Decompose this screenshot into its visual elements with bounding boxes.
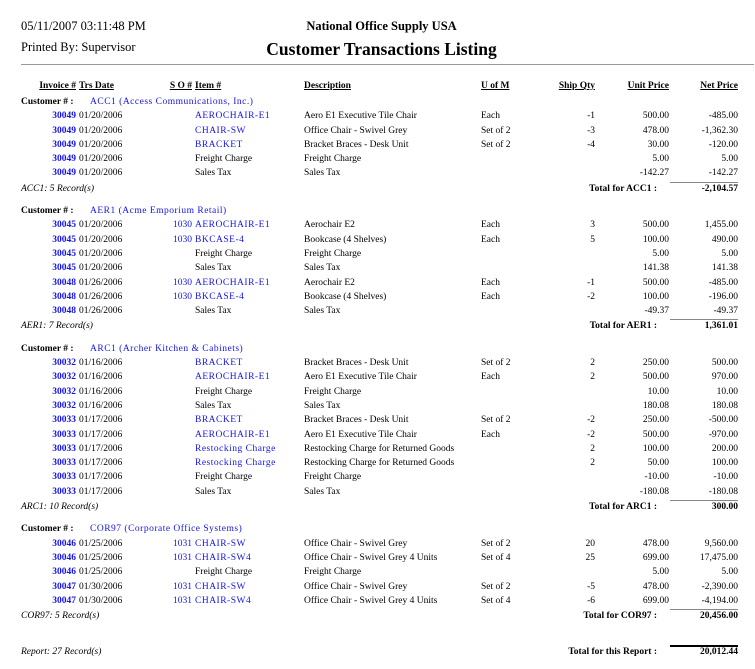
so-link[interactable]: 1031 bbox=[173, 552, 192, 563]
trs-date: 01/17/2006 bbox=[79, 472, 123, 483]
ship-qty: 2 bbox=[590, 458, 595, 469]
invoice-link[interactable]: 30048 bbox=[52, 291, 76, 302]
uom: Set of 2 bbox=[481, 139, 511, 150]
description: Restocking Charge for Returned Goods bbox=[304, 443, 455, 454]
table-row bbox=[0, 276, 755, 290]
ship-qty: 2 bbox=[590, 358, 595, 369]
trs-date: 01/25/2006 bbox=[79, 552, 123, 563]
unit-price: -180.08 bbox=[639, 486, 669, 497]
report-total-value: 20,012.44 bbox=[700, 647, 738, 658]
report-record-count: Report: 27 Record(s) bbox=[21, 647, 102, 658]
description: Sales Tax bbox=[304, 168, 341, 179]
description: Freight Charge bbox=[304, 386, 362, 397]
unit-price: 10.00 bbox=[647, 386, 669, 397]
table-row bbox=[0, 551, 755, 565]
table-row bbox=[0, 124, 755, 138]
uom: Set of 2 bbox=[481, 538, 511, 549]
table-row bbox=[0, 247, 755, 261]
record-count: COR97: 5 Record(s) bbox=[21, 611, 100, 622]
ship-qty: -3 bbox=[587, 125, 595, 136]
unit-price: 141.38 bbox=[642, 263, 669, 274]
invoice-link[interactable]: 30033 bbox=[52, 429, 76, 440]
description: Office Chair - Swivel Grey bbox=[304, 538, 408, 549]
invoice-link[interactable]: 30033 bbox=[52, 472, 76, 483]
table-row bbox=[0, 356, 755, 370]
invoice-link[interactable]: 30048 bbox=[52, 277, 76, 288]
invoice-link[interactable]: 30033 bbox=[52, 443, 76, 454]
trs-date: 01/17/2006 bbox=[79, 458, 123, 469]
item-link[interactable]: AEROCHAIR-E1 bbox=[195, 372, 271, 383]
unit-price: 500.00 bbox=[642, 429, 669, 440]
item-link[interactable]: BKCASE-4 bbox=[195, 291, 245, 302]
total-value: 20,456.00 bbox=[700, 611, 738, 622]
col-header-invoice: Invoice # bbox=[39, 81, 76, 91]
trs-date: 01/16/2006 bbox=[79, 400, 123, 411]
net-price: -2,390.00 bbox=[701, 581, 738, 592]
item-text: Freight Charge bbox=[195, 472, 253, 483]
net-price: 5.00 bbox=[721, 567, 738, 578]
company-name: National Office Supply USA bbox=[306, 19, 457, 33]
report-title: Customer Transactions Listing bbox=[266, 39, 497, 59]
unit-price: 478.00 bbox=[642, 581, 669, 592]
unit-price: 100.00 bbox=[642, 234, 669, 245]
record-count: ARC1: 10 Record(s) bbox=[21, 502, 99, 513]
unit-price: -49.37 bbox=[644, 306, 669, 317]
item-link[interactable]: AEROCHAIR-E1 bbox=[195, 277, 271, 288]
description: Bookcase (4 Shelves) bbox=[304, 291, 387, 302]
col-header-net-price: Net Price bbox=[700, 81, 738, 91]
trs-date: 01/20/2006 bbox=[79, 139, 123, 150]
table-row bbox=[0, 109, 755, 123]
ship-qty: -5 bbox=[587, 581, 595, 592]
total-label: Total for ACC1 : bbox=[589, 183, 657, 194]
trs-date: 01/25/2006 bbox=[79, 567, 123, 578]
trs-date: 01/26/2006 bbox=[79, 306, 123, 317]
col-header-ship-qty: Ship Qty bbox=[558, 81, 595, 91]
ship-qty: -1 bbox=[587, 111, 595, 122]
item-text: Freight Charge bbox=[195, 154, 253, 165]
printed-by: Printed By: Supervisor bbox=[21, 40, 136, 54]
ship-qty: 5 bbox=[590, 234, 595, 245]
net-price: -10.00 bbox=[713, 472, 738, 483]
uom: Each bbox=[481, 234, 500, 245]
description: Freight Charge bbox=[304, 567, 362, 578]
col-header-so: S O # bbox=[169, 81, 192, 91]
col-header-uom: U of M bbox=[481, 81, 510, 91]
unit-price: 5.00 bbox=[652, 567, 669, 578]
uom: Set of 2 bbox=[481, 358, 511, 369]
unit-price: 180.08 bbox=[642, 400, 669, 411]
ship-qty: -1 bbox=[587, 277, 595, 288]
unit-price: 100.00 bbox=[642, 443, 669, 454]
trs-date: 01/25/2006 bbox=[79, 538, 123, 549]
table-row bbox=[0, 218, 755, 232]
trs-date: 01/20/2006 bbox=[79, 168, 123, 179]
col-header-unit-price: Unit Price bbox=[627, 81, 669, 91]
description: Aerochair E2 bbox=[304, 220, 355, 231]
item-text: Freight Charge bbox=[195, 567, 253, 578]
item-text: Sales Tax bbox=[195, 486, 232, 497]
record-count: ACC1: 5 Record(s) bbox=[21, 183, 94, 194]
trs-date: 01/17/2006 bbox=[79, 415, 123, 426]
unit-price: 478.00 bbox=[642, 538, 669, 549]
item-link[interactable]: AEROCHAIR-E1 bbox=[195, 429, 271, 440]
description: Office Chair - Swivel Grey 4 Units bbox=[304, 552, 438, 563]
unit-price: 250.00 bbox=[642, 415, 669, 426]
description: Aero E1 Executive Tile Chair bbox=[304, 429, 417, 440]
table-row bbox=[0, 442, 755, 456]
net-price: 141.38 bbox=[711, 263, 738, 274]
invoice-link[interactable]: 30046 bbox=[52, 567, 76, 578]
net-price: -4,194.00 bbox=[701, 595, 738, 606]
customer-summary bbox=[0, 182, 755, 196]
uom: Set of 4 bbox=[481, 552, 511, 563]
trs-date: 01/16/2006 bbox=[79, 358, 123, 369]
description: Sales Tax bbox=[304, 486, 341, 497]
customer-summary bbox=[0, 500, 755, 514]
trs-date: 01/30/2006 bbox=[79, 581, 123, 592]
customer-label: Customer # : bbox=[21, 97, 74, 107]
description: Freight Charge bbox=[304, 154, 362, 165]
col-header-item: Item # bbox=[195, 81, 222, 91]
total-label: Total for ARC1 : bbox=[589, 502, 657, 513]
ship-qty: -2 bbox=[587, 291, 595, 302]
print-datetime: 05/11/2007 03:11:48 PM bbox=[21, 19, 146, 33]
net-price: 5.00 bbox=[721, 154, 738, 165]
description: Bracket Braces - Desk Unit bbox=[304, 139, 409, 150]
item-text: Sales Tax bbox=[195, 306, 232, 317]
trs-date: 01/20/2006 bbox=[79, 234, 123, 245]
so-link[interactable]: 1031 bbox=[173, 581, 192, 592]
description: Freight Charge bbox=[304, 472, 362, 483]
customer-label: Customer # : bbox=[21, 524, 74, 535]
table-row bbox=[0, 594, 755, 608]
invoice-link[interactable]: 30049 bbox=[52, 168, 76, 179]
item-link[interactable]: CHAIR-SW bbox=[195, 125, 246, 136]
unit-price: 478.00 bbox=[642, 125, 669, 136]
item-link[interactable]: CHAIR-SW bbox=[195, 538, 246, 549]
net-price: 490.00 bbox=[711, 234, 738, 245]
trs-date: 01/16/2006 bbox=[79, 372, 123, 383]
table-row bbox=[0, 399, 755, 413]
item-text: Sales Tax bbox=[195, 400, 232, 411]
unit-price: 500.00 bbox=[642, 111, 669, 122]
customer-header bbox=[0, 204, 755, 218]
table-row bbox=[0, 370, 755, 384]
item-link[interactable]: AEROCHAIR-E1 bbox=[195, 111, 271, 122]
table-row bbox=[0, 485, 755, 499]
uom: Each bbox=[481, 291, 500, 302]
unit-price: 500.00 bbox=[642, 277, 669, 288]
net-price: -120.00 bbox=[708, 139, 738, 150]
net-price: -196.00 bbox=[708, 291, 738, 302]
so-link[interactable]: 1030 bbox=[173, 220, 192, 231]
total-label: Total for AER1 : bbox=[589, 321, 657, 332]
item-link[interactable]: Restocking Charge bbox=[195, 443, 276, 454]
table-row bbox=[0, 565, 755, 579]
table-row bbox=[0, 413, 755, 427]
invoice-link[interactable]: 30049 bbox=[52, 125, 76, 136]
ship-qty: -2 bbox=[587, 429, 595, 440]
customer-link[interactable]: ARC1 (Archer Kitchen & Cabinets) bbox=[90, 343, 244, 354]
invoice-link[interactable]: 30033 bbox=[52, 486, 76, 497]
customer-link[interactable]: COR97 (Corporate Office Systems) bbox=[90, 524, 243, 535]
description: Aerochair E2 bbox=[304, 277, 355, 288]
item-link[interactable]: BRACKET bbox=[195, 139, 243, 150]
table-row bbox=[0, 152, 755, 166]
unit-price: 250.00 bbox=[642, 358, 669, 369]
description: Office Chair - Swivel Grey 4 Units bbox=[304, 595, 438, 606]
table-row bbox=[0, 385, 755, 399]
net-price: 180.08 bbox=[711, 400, 738, 411]
invoice-link[interactable]: 30046 bbox=[52, 552, 76, 563]
trs-date: 01/20/2006 bbox=[79, 125, 123, 136]
trs-date: 01/17/2006 bbox=[79, 429, 123, 440]
total-value: -2,104.57 bbox=[701, 183, 738, 194]
trs-date: 01/26/2006 bbox=[79, 277, 123, 288]
report-summary bbox=[0, 645, 755, 659]
trs-date: 01/30/2006 bbox=[79, 595, 123, 606]
trs-date: 01/20/2006 bbox=[79, 111, 123, 122]
invoice-link[interactable]: 30033 bbox=[52, 415, 76, 426]
description: Sales Tax bbox=[304, 306, 341, 317]
net-price: -970.00 bbox=[708, 429, 738, 440]
ship-qty: 3 bbox=[590, 220, 595, 231]
invoice-link[interactable]: 30032 bbox=[52, 358, 76, 369]
net-price: 200.00 bbox=[711, 443, 738, 454]
customer-link[interactable]: AER1 (Acme Emporium Retail) bbox=[90, 206, 227, 217]
description: Bracket Braces - Desk Unit bbox=[304, 358, 409, 369]
trs-date: 01/20/2006 bbox=[79, 263, 123, 274]
item-text: Sales Tax bbox=[195, 263, 232, 274]
item-link[interactable]: Restocking Charge bbox=[195, 458, 276, 469]
table-row bbox=[0, 456, 755, 470]
item-text: Freight Charge bbox=[195, 248, 253, 259]
invoice-link[interactable]: 30032 bbox=[52, 386, 76, 397]
trs-date: 01/20/2006 bbox=[79, 154, 123, 165]
header-divider bbox=[21, 64, 754, 65]
uom: Each bbox=[481, 220, 500, 231]
unit-price: 699.00 bbox=[642, 552, 669, 563]
customer-header bbox=[0, 342, 755, 356]
uom: Set of 2 bbox=[481, 415, 511, 426]
invoice-link[interactable]: 30049 bbox=[52, 111, 76, 122]
net-price: 17,475.00 bbox=[700, 552, 738, 563]
description: Restocking Charge for Returned Goods bbox=[304, 458, 455, 469]
ship-qty: 20 bbox=[585, 538, 595, 549]
so-link[interactable]: 1030 bbox=[173, 234, 192, 245]
item-link[interactable]: CHAIR-SW bbox=[195, 581, 246, 592]
record-count: AER1: 7 Record(s) bbox=[21, 321, 93, 332]
unit-price: -142.27 bbox=[639, 168, 669, 179]
net-price: -180.08 bbox=[708, 486, 738, 497]
trs-date: 01/20/2006 bbox=[79, 248, 123, 259]
invoice-link[interactable]: 30049 bbox=[52, 154, 76, 165]
net-price: -49.37 bbox=[713, 306, 738, 317]
net-price: 1,455.00 bbox=[704, 220, 738, 231]
table-row bbox=[0, 166, 755, 180]
col-header-description: Description bbox=[304, 81, 351, 91]
item-link[interactable]: BRACKET bbox=[195, 415, 243, 426]
customer-label: Customer # : bbox=[21, 343, 74, 354]
customer-summary bbox=[0, 609, 755, 623]
unit-price: 500.00 bbox=[642, 220, 669, 231]
customer-header bbox=[0, 95, 755, 109]
invoice-link[interactable]: 30045 bbox=[52, 220, 76, 231]
net-price: 9,560.00 bbox=[704, 538, 738, 549]
description: Sales Tax bbox=[304, 263, 341, 274]
unit-price: -10.00 bbox=[644, 472, 669, 483]
table-row bbox=[0, 580, 755, 594]
description: Office Chair - Swivel Grey bbox=[304, 125, 408, 136]
uom: Set of 2 bbox=[481, 125, 511, 136]
table-row bbox=[0, 537, 755, 551]
uom: Set of 4 bbox=[481, 595, 511, 606]
invoice-link[interactable]: 30046 bbox=[52, 538, 76, 549]
net-price: -485.00 bbox=[708, 277, 738, 288]
table-row bbox=[0, 233, 755, 247]
so-link[interactable]: 1031 bbox=[173, 595, 192, 606]
net-price: -485.00 bbox=[708, 111, 738, 122]
invoice-link[interactable]: 30045 bbox=[52, 234, 76, 245]
table-row bbox=[0, 261, 755, 275]
description: Sales Tax bbox=[304, 400, 341, 411]
invoice-link[interactable]: 30048 bbox=[52, 306, 76, 317]
net-price: 500.00 bbox=[711, 358, 738, 369]
description: Bookcase (4 Shelves) bbox=[304, 234, 387, 245]
customer-summary bbox=[0, 319, 755, 333]
so-link[interactable]: 1031 bbox=[173, 538, 192, 549]
total-value: 300.00 bbox=[711, 502, 738, 513]
unit-price: 5.00 bbox=[652, 154, 669, 165]
item-text: Freight Charge bbox=[195, 386, 253, 397]
uom: Each bbox=[481, 111, 500, 122]
description: Aero E1 Executive Tile Chair bbox=[304, 372, 417, 383]
uom: Set of 2 bbox=[481, 581, 511, 592]
net-price: 5.00 bbox=[721, 248, 738, 259]
trs-date: 01/26/2006 bbox=[79, 291, 123, 302]
so-link[interactable]: 1030 bbox=[173, 291, 192, 302]
trs-date: 01/17/2006 bbox=[79, 443, 123, 454]
table-row bbox=[0, 470, 755, 484]
unit-price: 50.00 bbox=[647, 458, 669, 469]
description: Aero E1 Executive Tile Chair bbox=[304, 111, 417, 122]
table-row bbox=[0, 138, 755, 152]
so-link[interactable]: 1030 bbox=[173, 277, 192, 288]
net-price: 10.00 bbox=[716, 386, 738, 397]
trs-date: 01/20/2006 bbox=[79, 220, 123, 231]
item-link[interactable]: BKCASE-4 bbox=[195, 234, 245, 245]
customer-label: Customer # : bbox=[21, 206, 74, 217]
item-text: Sales Tax bbox=[195, 168, 232, 179]
ship-qty: 2 bbox=[590, 372, 595, 383]
unit-price: 500.00 bbox=[642, 372, 669, 383]
invoice-link[interactable]: 30047 bbox=[52, 581, 76, 592]
description: Freight Charge bbox=[304, 248, 362, 259]
ship-qty: 25 bbox=[585, 552, 595, 563]
invoice-link[interactable]: 30032 bbox=[52, 372, 76, 383]
item-link[interactable]: BRACKET bbox=[195, 358, 243, 369]
table-row bbox=[0, 290, 755, 304]
description: Bracket Braces - Desk Unit bbox=[304, 415, 409, 426]
table-row bbox=[0, 304, 755, 318]
net-price: 100.00 bbox=[711, 458, 738, 469]
unit-price: 30.00 bbox=[647, 139, 669, 150]
total-label: Total for COR97 : bbox=[583, 611, 657, 622]
invoice-link[interactable]: 30032 bbox=[52, 400, 76, 411]
ship-qty: -6 bbox=[587, 595, 595, 606]
item-link[interactable]: CHAIR-SW4 bbox=[195, 552, 252, 563]
net-price: -142.27 bbox=[708, 168, 738, 179]
uom: Each bbox=[481, 277, 500, 288]
invoice-link[interactable]: 30045 bbox=[52, 263, 76, 274]
invoice-link[interactable]: 30047 bbox=[52, 595, 76, 606]
trs-date: 01/17/2006 bbox=[79, 486, 123, 497]
customer-link[interactable]: ACC1 (Access Communications, Inc.) bbox=[90, 97, 254, 107]
ship-qty: -4 bbox=[587, 139, 595, 150]
report-body bbox=[0, 95, 755, 668]
invoice-link[interactable]: 30049 bbox=[52, 139, 76, 150]
trs-date: 01/16/2006 bbox=[79, 386, 123, 397]
ship-qty: 2 bbox=[590, 443, 595, 454]
unit-price: 5.00 bbox=[652, 248, 669, 259]
net-price: 970.00 bbox=[711, 372, 738, 383]
net-price: -500.00 bbox=[708, 415, 738, 426]
col-header-trs-date: Trs Date bbox=[79, 81, 114, 91]
item-link[interactable]: AEROCHAIR-E1 bbox=[195, 220, 271, 231]
ship-qty: -2 bbox=[587, 415, 595, 426]
net-price: -1,362.30 bbox=[701, 125, 738, 136]
report-total-label: Total for this Report : bbox=[568, 647, 657, 658]
total-value: 1,361.01 bbox=[704, 321, 738, 332]
unit-price: 699.00 bbox=[642, 595, 669, 606]
table-row bbox=[0, 428, 755, 442]
uom: Each bbox=[481, 429, 500, 440]
invoice-link[interactable]: 30045 bbox=[52, 248, 76, 259]
uom: Each bbox=[481, 372, 500, 383]
unit-price: 100.00 bbox=[642, 291, 669, 302]
item-link[interactable]: CHAIR-SW4 bbox=[195, 595, 252, 606]
customer-header bbox=[0, 522, 755, 536]
invoice-link[interactable]: 30033 bbox=[52, 458, 76, 469]
description: Office Chair - Swivel Grey bbox=[304, 581, 408, 592]
